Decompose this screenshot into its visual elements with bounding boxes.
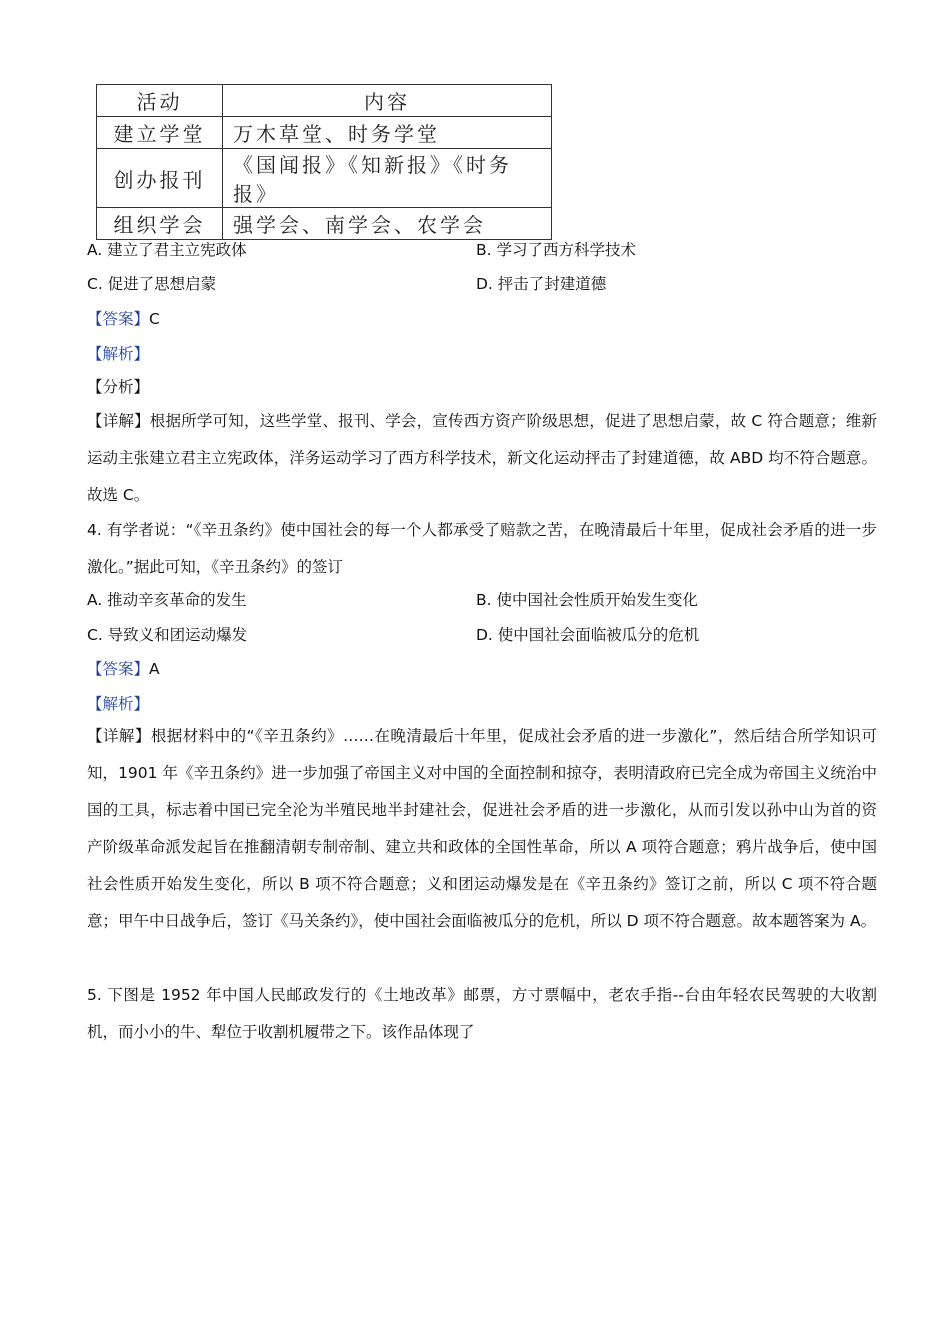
q3-option-c: C. 促进了思想启蒙 — [87, 275, 217, 293]
table-cell: 组织学会 — [97, 208, 223, 240]
table-cell: 创办报刊 — [97, 149, 223, 208]
answer-tag: 【答案】 — [87, 310, 150, 328]
q4-analysis-tag: 【解析】 — [87, 695, 150, 713]
q4-option-b: B. 使中国社会性质开始发生变化 — [476, 591, 698, 609]
q4-detail — [87, 718, 877, 940]
q3-option-d: D. 抨击了封建道德 — [476, 275, 607, 293]
q5-stem: 5. 下图是 1952 年中国人民邮政发行的《土地改革》邮票，方寸票幅中，老农手指--台由年轻农民驾驶的大收割机，而小小的牛、犁位于收割机履带之下。该作品体现了 — [87, 986, 877, 1041]
answer-value: C — [149, 310, 160, 328]
q4-option-c: C. 导致义和团运动爆发 — [87, 626, 248, 644]
q4-option-d: D. 使中国社会面临被瓜分的危机 — [476, 626, 700, 644]
q4-stem: 4. 有学者说：“《辛丑条约》使中国社会的每一个人都承受了赔款之苦，在晚清最后十年里，促成社会矛盾的进一步激化。”据此可知，《辛丑条约》的签订 — [87, 521, 877, 576]
table-header-row — [97, 85, 552, 117]
table-row — [97, 117, 552, 149]
q3-answer — [87, 309, 160, 329]
activities-table — [96, 84, 552, 240]
answer-tag: 【答案】 — [87, 660, 150, 678]
table-row — [97, 149, 552, 208]
detail-tag: 【详解】 — [87, 412, 150, 430]
table-cell: 万木草堂、时务学堂 — [223, 117, 552, 149]
q4-option-a: A. 推动辛亥革命的发生 — [87, 591, 247, 609]
q3-option-b: B. 学习了西方科学技术 — [476, 241, 636, 259]
table-cell: 《国闻报》《知新报》《时务报》 — [223, 149, 552, 208]
table-row — [97, 208, 552, 240]
table-header-cell: 内容 — [223, 85, 552, 117]
q4-answer — [87, 659, 160, 679]
answer-value: A — [149, 660, 160, 678]
table-cell: 建立学堂 — [97, 117, 223, 149]
detail-text: 根据所学可知，这些学堂、报刊、学会，宣传西方资产阶级思想，促进了思想启蒙，故 C 符合题意；维新运动主张建立君主立宪政体，洋务运动学习了西方科学技术，新文化运动抨击了封建道德，故 ABD 均不符合题意。故选 C。 — [87, 412, 877, 504]
q3-analysis-tag: 【解析】 — [87, 345, 150, 363]
q3-option-a: A. 建立了君主立宪政体 — [87, 241, 247, 259]
detail-tag: 【详解】 — [87, 727, 151, 745]
q3-fenxi-tag: 【分析】 — [87, 378, 150, 396]
q3-detail — [87, 403, 877, 514]
table-header-cell: 活动 — [97, 85, 223, 117]
table-cell: 强学会、南学会、农学会 — [223, 208, 552, 240]
detail-text: 根据材料中的“《辛丑条约》……在晚清最后十年里，促成社会矛盾的进一步激化”，然后结合所学知识可知，1901 年《辛丑条约》进一步加强了帝国主义对中国的全面控制和掠夺，表明清政府已完全成为帝国主义统治中国的工具，标志着中国已完全沦为半殖民地半封建社会，促进社会矛盾的进一步激化，从而引发以孙中山为首的资产阶级革命派发起旨在推翻清朝专制帝制、建立共和政体的全国性革命，所以 A 项符合题意；鸦片战争后，使中国社会性质开始发生变化，所以 B 项不符合题意；义和团运动爆发是在《辛丑条约》签订之前，所以 C 项不符合题意；甲午中日战争后，签订《马关条约》，使中国社会面临被瓜分的危机，所以 D 项不符合题意。故本题答案为 A。 — [87, 727, 877, 930]
